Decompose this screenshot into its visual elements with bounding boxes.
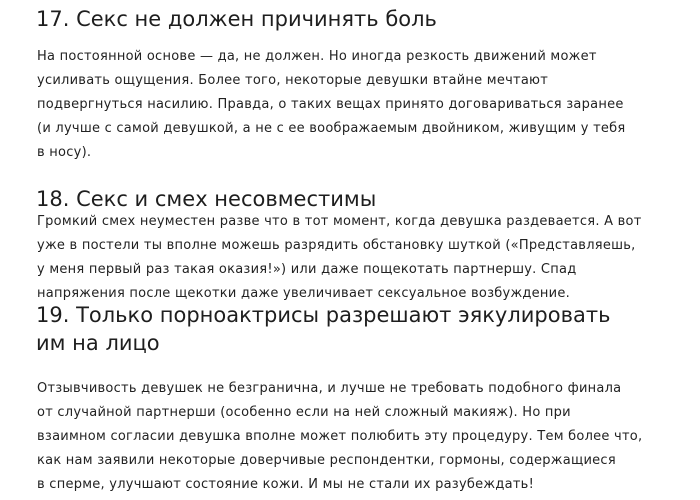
body-line: взаимном согласии девушка вполне может полюбить эту процедуру. Тем более что, [37, 429, 643, 444]
body-line: от случайной партнерши (особенно если на ней сложный макияж). Но при [37, 405, 571, 420]
section-17-body [37, 45, 626, 165]
body-line: в носу). [37, 145, 92, 160]
body-line: усиливать ощущения. Более того, некоторые девушки втайне мечтают [37, 73, 549, 88]
body-line: как нам заявили некоторые доверчивые респондентки, гормоны, содержащиеся [37, 453, 616, 468]
heading-line: 17. Секс не должен причинять боль [36, 7, 437, 31]
body-line: На постоянной основе — да, не должен. Но иногда резкость движений может [37, 49, 597, 64]
body-line: уже в постели ты вполне можешь разрядить обстановку шуткой («Представляешь, [37, 238, 636, 253]
heading-line: 19. Только порноактрисы разрешают эякулировать [36, 303, 611, 327]
section-18-heading [36, 185, 376, 213]
body-line: (и лучше с самой девушкой, а не с ее воображаемым двойником, живущим у тебя [37, 121, 626, 136]
body-line: подвергнуться насилию. Правда, о таких вещах принято договариваться заранее [37, 97, 624, 112]
heading-line: 18. Секс и смех несовместимы [36, 187, 377, 211]
body-line: у меня первый раз такая оказия!») или даже пощекотать партнершу. Спад [37, 262, 577, 277]
section-18-body [37, 210, 642, 306]
body-line: напряжения после щекотки даже увеличивает сексуальное возбуждение. [37, 286, 570, 301]
body-line: Громкий смех неуместен разве что в тот момент, когда девушка раздевается. А вот [37, 214, 642, 229]
section-17-heading [36, 5, 437, 33]
section-19-body [37, 377, 642, 497]
section-19-heading [36, 301, 610, 357]
body-line: в сперме, улучшают состояние кожи. И мы не стали их разубеждать! [37, 477, 535, 492]
heading-line: им на лицо [36, 331, 160, 355]
body-line: Отзывчивость девушек не безгранична, и лучше не требовать подобного финала [37, 381, 622, 396]
